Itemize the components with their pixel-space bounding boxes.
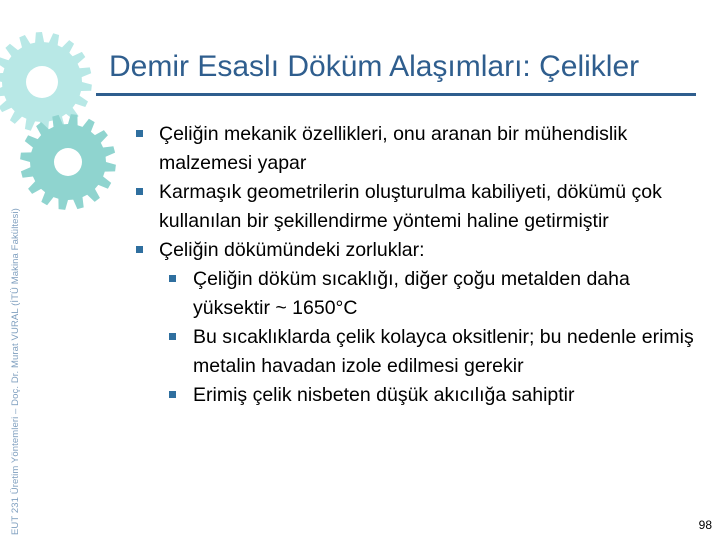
bullet-item — [133, 236, 703, 265]
bullet-text: Çeliğin mekanik özellikleri, onu aranan bir mühendislik malzemesi yapar — [159, 123, 628, 174]
slide-title: Demir Esaslı Döküm Alaşımları: Çelikler — [109, 50, 640, 83]
gear-hole-icon — [54, 148, 82, 176]
bullet-text: Erimiş çelik nisbeten düşük akıcılığa sahiptir — [193, 384, 575, 406]
bullet-item — [133, 120, 703, 178]
bullet-text: Çeliğin dökümündeki zorluklar: — [159, 239, 425, 261]
bullet-item — [133, 178, 703, 236]
gear-hole-icon — [26, 66, 58, 98]
bullet-marker-icon — [169, 333, 176, 340]
bullet-marker-icon — [136, 246, 143, 253]
bullet-marker-icon — [136, 188, 143, 195]
title-underline — [96, 93, 696, 96]
bullet-marker-icon — [169, 275, 176, 282]
sub-bullet-item — [133, 381, 703, 410]
bullet-marker-icon — [136, 130, 143, 137]
bullet-text: Karmaşık geometrilerin oluşturulma kabiliyeti, dökümü çok kullanılan bir şekillendirme yöntemi haline getirmiştir — [159, 181, 662, 232]
bullet-marker-icon — [169, 391, 176, 398]
bullet-list — [133, 120, 703, 410]
bullet-text: Bu sıcaklıklarda çelik kolayca oksitlenir; bu nedenle erimiş metalin havadan izole edilmesi gerekir — [193, 326, 694, 377]
bullet-text: Çeliğin döküm sıcaklığı, diğer çoğu metalden daha yüksektir ~ 1650°C — [193, 268, 630, 319]
sub-bullet-item — [133, 323, 703, 381]
sub-bullet-item — [133, 265, 703, 323]
footer-course-text: EUT 231 Üretim Yöntemleri – Doç. Dr. Murat VURAL (İTÜ Makina Fakültesi) — [10, 208, 21, 535]
page-number: 98 — [698, 518, 712, 532]
